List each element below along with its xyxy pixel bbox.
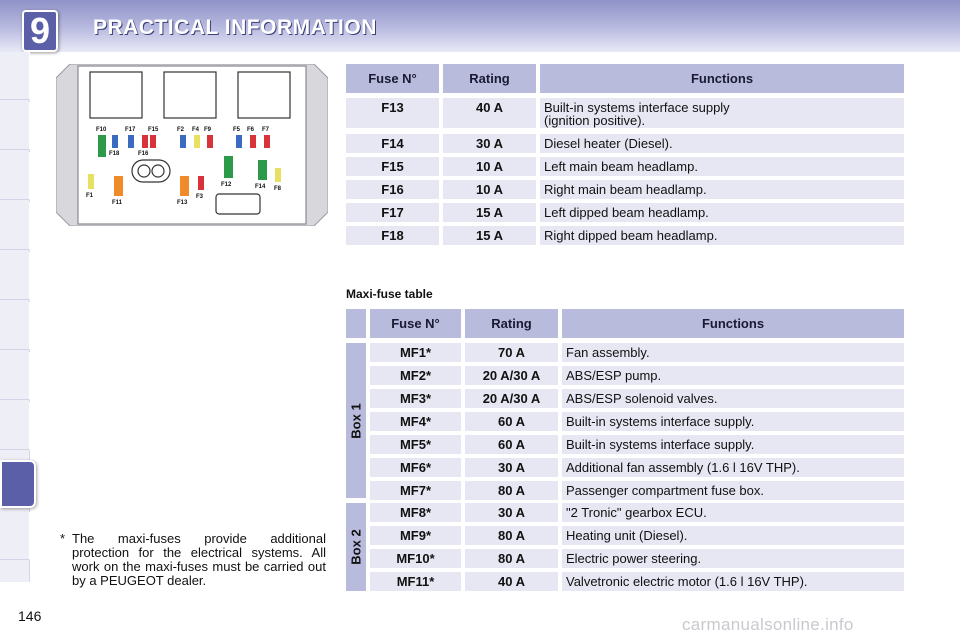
fuse-f3	[198, 176, 204, 190]
relay-slot	[90, 72, 142, 118]
fuse-function: Left main beam headlamp.	[544, 159, 698, 174]
label-f2: F2	[177, 127, 185, 133]
fuse-f18	[112, 135, 118, 148]
maxi-fuse-number: MF4*	[399, 414, 432, 429]
maxi-fuse-rating: 20 A/30 A	[482, 391, 541, 406]
maxi-fuse-rating: 30 A	[498, 460, 525, 475]
footnote-asterisk: *	[60, 531, 66, 546]
label-f12: F12	[221, 182, 232, 188]
maxi-fuse-function: Passenger compartment fuse box.	[566, 483, 764, 498]
fuse-number: F16	[381, 182, 404, 197]
fuse-rating: 15 A	[476, 205, 503, 220]
maxi-fuse-function: Built-in systems interface supply.	[566, 437, 755, 452]
label-f10: F10	[96, 127, 107, 133]
table-row	[370, 526, 904, 545]
maxi-fuse-function: ABS/ESP solenoid valves.	[566, 391, 718, 406]
relay-slot	[164, 72, 216, 118]
col-header-functions: Functions	[562, 309, 904, 338]
fuse-f14	[258, 160, 267, 180]
label-f3: F3	[196, 194, 204, 200]
col-header-fuse: Fuse N°	[346, 64, 439, 93]
label-f17: F17	[125, 127, 136, 133]
label-f7: F7	[262, 127, 270, 133]
fuse-number: F15	[381, 159, 404, 174]
table-row	[370, 366, 904, 385]
fuse-box-diagram	[56, 64, 328, 226]
chapter-tab[interactable]	[0, 352, 30, 400]
maxi-fuse-table	[346, 309, 904, 593]
fuse-f12	[224, 156, 233, 178]
maxi-fuse-table-title: Maxi-fuse table	[346, 287, 433, 301]
fuse-f6	[250, 135, 256, 148]
label-f18: F18	[109, 151, 120, 157]
maxi-fuse-number: MF2*	[399, 368, 432, 383]
fuse-function: Diesel heater (Diesel).	[544, 136, 673, 151]
maxi-fuse-number: MF5*	[399, 437, 432, 452]
connector-slot	[216, 194, 260, 214]
page-number: 146	[18, 608, 42, 624]
fuse-f9	[207, 135, 213, 148]
table-row	[370, 549, 904, 568]
maxi-fuse-function: Additional fan assembly (1.6 l 16V THP).	[566, 460, 800, 475]
maxi-fuse-number: MF10*	[396, 551, 435, 566]
maxi-fuse-number: MF1*	[399, 345, 432, 360]
maxi-fuse-number: MF9*	[399, 528, 432, 543]
maxi-fuse-rating: 80 A	[498, 551, 525, 566]
chapter-tab-active[interactable]	[0, 460, 36, 508]
label-f5: F5	[233, 127, 241, 133]
fuse-f16	[142, 135, 148, 148]
footnote-text: The maxi-fuses provide additional protection for the electrical systems. All work on the maxi-fuses must be carried out by a PEUGEOT dealer.	[72, 531, 326, 588]
fuse-function: Right main beam headlamp.	[544, 182, 707, 197]
chapter-tab[interactable]	[0, 152, 30, 200]
table-row	[370, 412, 904, 431]
col-header-rating: Rating	[465, 309, 558, 338]
maxi-fuse-rating: 40 A	[498, 574, 525, 589]
chapter-number-badge: 9	[22, 10, 58, 52]
maxi-fuse-number: MF6*	[399, 460, 432, 475]
fuse-f4	[194, 135, 200, 148]
fuse-function: Left dipped beam headlamp.	[544, 205, 709, 220]
fuse-f1	[88, 174, 94, 189]
chapter-tab[interactable]	[0, 252, 30, 300]
maxi-fuse-function: Heating unit (Diesel).	[566, 528, 688, 543]
fuse-number: F18	[381, 228, 404, 243]
maxi-fuse-number: MF7*	[399, 483, 432, 498]
label-f16: F16	[138, 151, 149, 157]
maxi-fuse-rating: 60 A	[498, 437, 525, 452]
relay-slot	[238, 72, 290, 118]
chapter-tab[interactable]	[0, 52, 30, 100]
maxi-fuse-rating: 80 A	[498, 483, 525, 498]
fuse-f8	[275, 168, 281, 182]
fuse-table	[346, 64, 904, 248]
maxi-fuse-rating: 60 A	[498, 414, 525, 429]
table-row	[346, 134, 904, 153]
table-row	[346, 203, 904, 222]
box-1-label: Box 1	[346, 343, 366, 498]
maxi-fuse-function: Built-in systems interface supply.	[566, 414, 755, 429]
fuse-number: F17	[381, 205, 404, 220]
col-header-functions: Functions	[540, 64, 904, 93]
fuse-f7	[264, 135, 270, 148]
maxi-fuse-function: Fan assembly.	[566, 345, 650, 360]
fuse-f17	[128, 135, 134, 148]
fuse-rating: 10 A	[476, 159, 503, 174]
fuse-rating: 30 A	[476, 136, 503, 151]
maxi-fuse-number: MF3*	[399, 391, 432, 406]
table-row	[370, 458, 904, 477]
fuse-f15	[150, 135, 156, 148]
table-row	[346, 180, 904, 199]
fuse-rating: 10 A	[476, 182, 503, 197]
watermark: carmanualsonline.info	[682, 615, 854, 634]
label-f8: F8	[274, 186, 282, 192]
label-f6: F6	[247, 127, 255, 133]
maxi-fuse-rating: 20 A/30 A	[482, 368, 541, 383]
label-f13: F13	[177, 200, 188, 206]
label-f11: F11	[112, 200, 123, 206]
fuse-f2	[180, 135, 186, 148]
footnote	[60, 532, 326, 588]
table-row	[370, 389, 904, 408]
chapter-tab[interactable]	[0, 102, 30, 150]
label-f9: F9	[204, 127, 212, 133]
fuse-number: F13	[381, 100, 404, 115]
label-f4: F4	[192, 127, 200, 133]
table-row	[346, 98, 904, 128]
chapter-tab-strip	[0, 52, 30, 582]
fuse-rating: 15 A	[476, 228, 503, 243]
fuse-f11	[114, 176, 123, 196]
table-row	[370, 572, 904, 591]
maxi-fuse-function: "2 Tronic" gearbox ECU.	[566, 505, 707, 520]
fuse-f5	[236, 135, 242, 148]
maxi-fuse-rating: 70 A	[498, 345, 525, 360]
col-header-fuse: Fuse N°	[370, 309, 461, 338]
maxi-fuse-function: Valvetronic electric motor (1.6 l 16V THP).	[566, 574, 808, 589]
maxi-fuse-number: MF8*	[399, 505, 432, 520]
fuse-f10	[98, 135, 106, 157]
chapter-tab[interactable]	[0, 402, 30, 450]
fuse-function-line1: Built-in systems interface supply	[544, 100, 730, 115]
maxi-fuse-function: Electric power steering.	[566, 551, 702, 566]
fuse-number: F14	[381, 136, 404, 151]
header-band	[0, 0, 960, 52]
table-row	[370, 343, 904, 362]
label-f15: F15	[148, 127, 159, 133]
table-row	[370, 481, 904, 500]
fuse-function: Right dipped beam headlamp.	[544, 228, 718, 243]
table-row	[370, 503, 904, 522]
chapter-tab[interactable]	[0, 202, 30, 250]
col-header-rating: Rating	[443, 64, 536, 93]
maxi-fuse-function: ABS/ESP pump.	[566, 368, 662, 383]
label-f1: F1	[86, 193, 94, 199]
maxi-fuse-rating: 80 A	[498, 528, 525, 543]
table-row	[370, 435, 904, 454]
fuse-function-line2: (ignition positive).	[544, 113, 646, 128]
chapter-tab[interactable]	[0, 512, 30, 560]
table-row	[346, 226, 904, 245]
page-title: PRACTICAL INFORMATION	[93, 16, 377, 39]
fuse-rating: 40 A	[476, 100, 503, 115]
fuse-f13	[180, 176, 189, 196]
label-f14: F14	[255, 184, 266, 190]
maxi-fuse-number: MF11*	[396, 574, 435, 589]
table-row	[346, 157, 904, 176]
box-2-label: Box 2	[346, 503, 366, 591]
chapter-tab[interactable]	[0, 302, 30, 350]
maxi-fuse-rating: 30 A	[498, 505, 525, 520]
